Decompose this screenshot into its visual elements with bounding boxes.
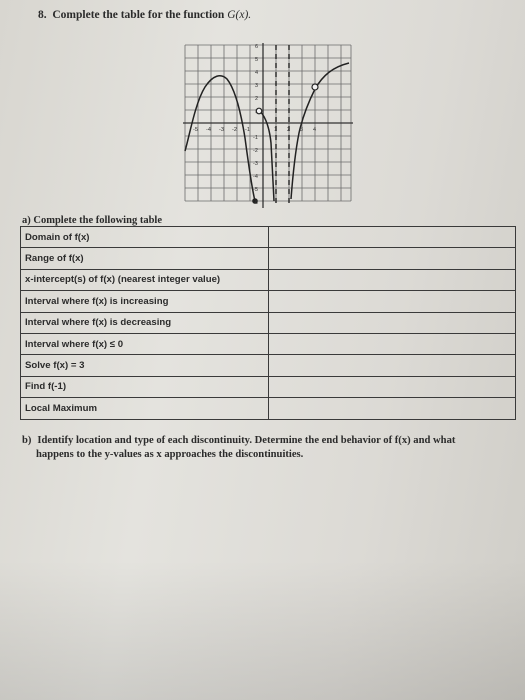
row-label: Local Maximum xyxy=(21,398,269,419)
answer-cell[interactable] xyxy=(268,291,515,312)
y-tick-label: 5 xyxy=(255,57,259,63)
part-a-heading: a) Complete the following table xyxy=(22,215,162,226)
x-tick-label: 2 xyxy=(287,127,291,133)
problem-title xyxy=(38,9,251,21)
row-label: Find f(-1) xyxy=(21,376,269,397)
part-b-line-1: Identify location and type of each discontinuity. Determine the end behavior of f(x) and what xyxy=(37,435,456,446)
y-tick-label: -3 xyxy=(253,161,258,167)
answer-table xyxy=(20,226,516,420)
table-row xyxy=(21,269,516,290)
part-b-question xyxy=(22,434,502,462)
row-label: Interval where f(x) is decreasing xyxy=(21,312,269,333)
table-row xyxy=(21,333,516,354)
x-tick-label: 1 xyxy=(274,127,278,133)
x-tick-label: -2 xyxy=(232,127,237,133)
table-row xyxy=(21,398,516,419)
answer-cell[interactable] xyxy=(268,398,515,419)
y-tick-label: -1 xyxy=(253,135,258,141)
y-tick-label: 6 xyxy=(255,44,259,50)
x-tick-label: -3 xyxy=(219,127,224,133)
row-label: Interval where f(x) ≤ 0 xyxy=(21,333,269,354)
table-row xyxy=(21,227,516,248)
y-tick-label: -5 xyxy=(253,187,258,193)
problem-number: 8. xyxy=(38,9,47,21)
table-row xyxy=(21,376,516,397)
part-b-line-2: happens to the y-values as x approaches the discontinuities. xyxy=(36,449,304,460)
x-tick-label: 3 xyxy=(300,127,304,133)
y-tick-label: 3 xyxy=(255,83,259,89)
x-tick-label: -1 xyxy=(245,127,250,133)
open-point xyxy=(312,84,318,90)
y-tick-label: -4 xyxy=(253,174,258,180)
y-tick-label: -2 xyxy=(253,148,258,154)
x-tick-label: -5 xyxy=(193,127,198,133)
answer-cell[interactable] xyxy=(268,269,515,290)
answer-cell[interactable] xyxy=(268,312,515,333)
table-row xyxy=(21,312,516,333)
answer-cell[interactable] xyxy=(268,248,515,269)
row-label: Range of f(x) xyxy=(21,248,269,269)
answer-cell[interactable] xyxy=(268,227,515,248)
answer-cell[interactable] xyxy=(268,376,515,397)
part-b-marker: b) xyxy=(22,435,32,446)
table-row xyxy=(21,355,516,376)
answer-cell[interactable] xyxy=(268,355,515,376)
answer-cell[interactable] xyxy=(268,333,515,354)
x-tick-label: -4 xyxy=(206,127,211,133)
row-label: Solve f(x) = 3 xyxy=(21,355,269,376)
row-label: Domain of f(x) xyxy=(21,227,269,248)
problem-prompt: Complete the table for the function xyxy=(52,9,225,21)
row-label: x-intercept(s) of f(x) (nearest integer value) xyxy=(21,269,269,290)
function-graph xyxy=(183,43,353,208)
y-tick-label: 4 xyxy=(255,70,259,76)
row-label: Interval where f(x) is increasing xyxy=(21,291,269,312)
y-tick-label: 1 xyxy=(255,109,259,115)
vertical-asymptotes xyxy=(276,45,289,205)
function-name: G(x). xyxy=(227,9,252,21)
table-row xyxy=(21,248,516,269)
x-tick-label: 4 xyxy=(313,127,317,133)
y-tick-label: 2 xyxy=(255,96,259,102)
table-row xyxy=(21,291,516,312)
y-tick-label: -6 xyxy=(253,200,258,206)
page-shadow xyxy=(0,560,525,700)
